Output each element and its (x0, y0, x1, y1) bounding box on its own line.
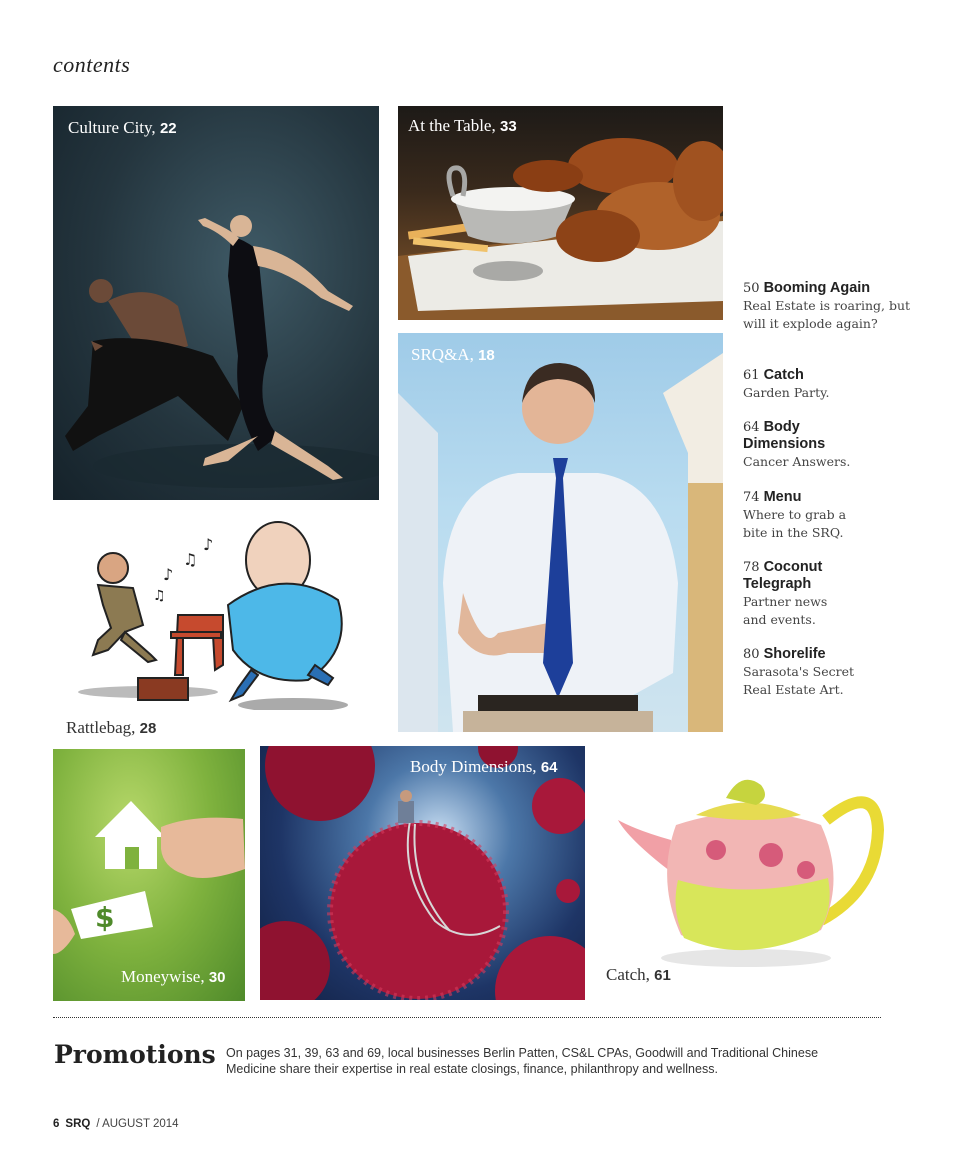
moneywise-caption[interactable]: Moneywise, 30 (121, 967, 226, 986)
toc-description: Where to grab a bite in the SRQ. (743, 507, 847, 540)
culture-city-caption[interactable]: Culture City, 22 (68, 118, 177, 137)
toc-description: Cancer Answers. (743, 454, 851, 469)
catch-caption[interactable]: Catch, 61 (606, 965, 671, 984)
toc-item[interactable] (743, 419, 863, 471)
toc-number: 64 (743, 420, 760, 435)
dancers-illustration (53, 106, 379, 500)
svg-text:♫: ♫ (183, 550, 198, 569)
at-the-table-caption[interactable]: At the Table, 33 (408, 116, 517, 135)
toc-description: Sarasota's Secret Real Estate Art. (743, 664, 855, 697)
page-footer (53, 1118, 179, 1130)
body-dimensions-photo (260, 746, 585, 1000)
body-dimensions-caption[interactable]: Body Dimensions, 64 (410, 757, 558, 776)
toc-item[interactable] (743, 559, 853, 628)
toc-number: 61 (743, 368, 760, 383)
svg-text:♪: ♪ (203, 535, 214, 554)
toc-title: Coconut Telegraph (743, 559, 823, 592)
srqa-photo (398, 333, 723, 732)
svg-text:$: $ (95, 901, 115, 934)
promotions-text: On pages 31, 39, 63 and 69, local businesses Berlin Patten, CS&L CPAs, Goodwill and Traditional Chinese Medicine share their expertise in real estate closings, finance, philanthropy and wellness. (226, 1046, 819, 1076)
toc-title: Catch (763, 367, 804, 383)
at-the-table-photo (398, 106, 723, 320)
svg-text:♫: ♫ (153, 588, 166, 604)
toc-description: Garden Party. (743, 385, 830, 400)
toc-item[interactable] (743, 280, 918, 332)
toc-description: Real Estate is roaring, but will it explode again? (743, 298, 911, 331)
toc-title: Booming Again (763, 280, 871, 296)
page-title: contents (53, 52, 131, 77)
toc-item[interactable] (743, 367, 918, 402)
rattlebag-illustration-panel (53, 510, 379, 740)
brand-name: SRQ (65, 1118, 91, 1130)
culture-city-photo (53, 106, 379, 500)
promotions-heading: Promotions (54, 1040, 216, 1069)
man-portrait-illustration (398, 333, 723, 732)
toc-title: Menu (763, 489, 802, 505)
teapot-illustration (596, 760, 886, 995)
chicken-wings-illustration (398, 106, 723, 320)
toc-description: Partner news and events. (743, 594, 828, 627)
page-number: 6 (53, 1118, 60, 1130)
toc-title: Body Dimensions (743, 419, 826, 452)
toc-number: 80 (743, 647, 760, 662)
catch-photo (596, 760, 886, 995)
rattlebag-caption[interactable]: Rattlebag, 28 (66, 718, 157, 737)
cell-sphere-illustration (260, 746, 585, 1000)
house-and-dollar-illustration (53, 749, 245, 1001)
rattlebag-cartoon (53, 510, 379, 710)
dotted-divider (53, 1017, 881, 1018)
srqa-caption[interactable]: SRQ&A, 18 (411, 345, 495, 364)
toc-number: 50 (743, 281, 760, 296)
toc-item[interactable] (743, 646, 873, 698)
toc-number: 78 (743, 560, 760, 575)
moneywise-photo (53, 749, 245, 1001)
toc-item[interactable] (743, 489, 863, 541)
svg-text:♪: ♪ (163, 565, 174, 584)
toc-number: 74 (743, 490, 760, 505)
issue-date: / AUGUST 2014 (96, 1118, 179, 1130)
toc-title: Shorelife (763, 646, 826, 662)
